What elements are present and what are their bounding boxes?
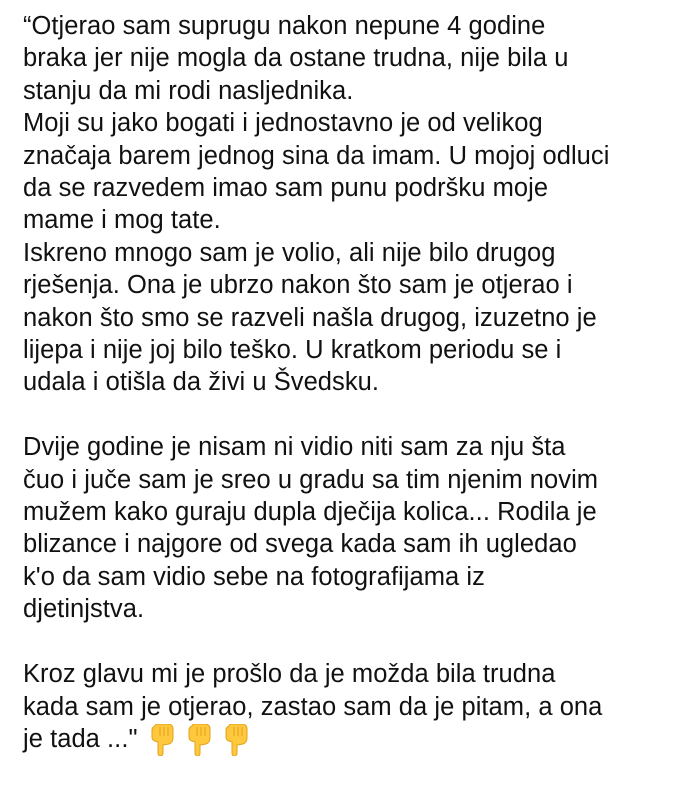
text-line: lijepa i nije joj bilo teško. U kratkom periodu se i — [23, 336, 562, 365]
paragraph-spacer — [23, 626, 685, 658]
text-line: blizance i najgore od svega kada sam ih ugledao — [23, 530, 577, 559]
text-line: da se razvedem imao sam punu podršku moje — [23, 174, 549, 203]
emoji-group — [146, 724, 257, 756]
text-line: djetinjstva. — [23, 595, 145, 624]
paragraph-spacer — [23, 399, 685, 431]
text-line: “Otjerao sam suprugu nakon nepune 4 godine — [23, 12, 546, 40]
text-line: Dvije godine je nisam ni vidio niti sam za nju šta — [23, 433, 566, 462]
text-line: stanju da mi rodi nasljednika. — [23, 76, 354, 105]
text-line: značaja barem jednog sina da imam. U mojoj odluci — [23, 141, 610, 170]
text-line: mame i mog tate. — [23, 206, 221, 235]
text-line: udala i otišla da živi u Švedsku. — [23, 368, 380, 397]
post-text — [23, 10, 685, 756]
paragraph-2 — [23, 431, 685, 625]
text-line-last — [23, 723, 685, 756]
text-line: kada sam je otjerao, zastao sam da je pitam, a ona — [23, 692, 603, 721]
text-line: k'o da sam vidio sebe na fotografijama iz — [23, 562, 485, 591]
text-line: Iskreno mnogo sam je volio, ali nije bilo drugog — [23, 238, 556, 267]
pointing-down-hand-icon — [183, 724, 213, 756]
text-line: Kroz glavu mi je prošlo da je možda bila trudna — [23, 660, 556, 689]
text-line: rješenja. Ona je ubrzo nakon što sam je otjerao i — [23, 271, 573, 300]
pointing-down-hand-icon — [220, 724, 250, 756]
text-line: nakon što smo se razveli našla drugog, izuzetno je — [23, 303, 597, 332]
paragraph-3 — [23, 658, 685, 756]
paragraph-1 — [23, 10, 685, 399]
text-line: braka jer nije mogla da ostane trudna, nije bila u — [23, 44, 569, 73]
text-line: čuo i juče sam je sreo u gradu sa tim njenim novim — [23, 465, 599, 494]
pointing-down-hand-icon — [146, 724, 176, 756]
text-line: Moji su jako bogati i jednostavno je od velikog — [23, 109, 543, 138]
last-line-text: je tada ..." — [23, 724, 138, 753]
text-line: mužem kako guraju dupla dječija kolica... Rodila je — [23, 498, 597, 527]
